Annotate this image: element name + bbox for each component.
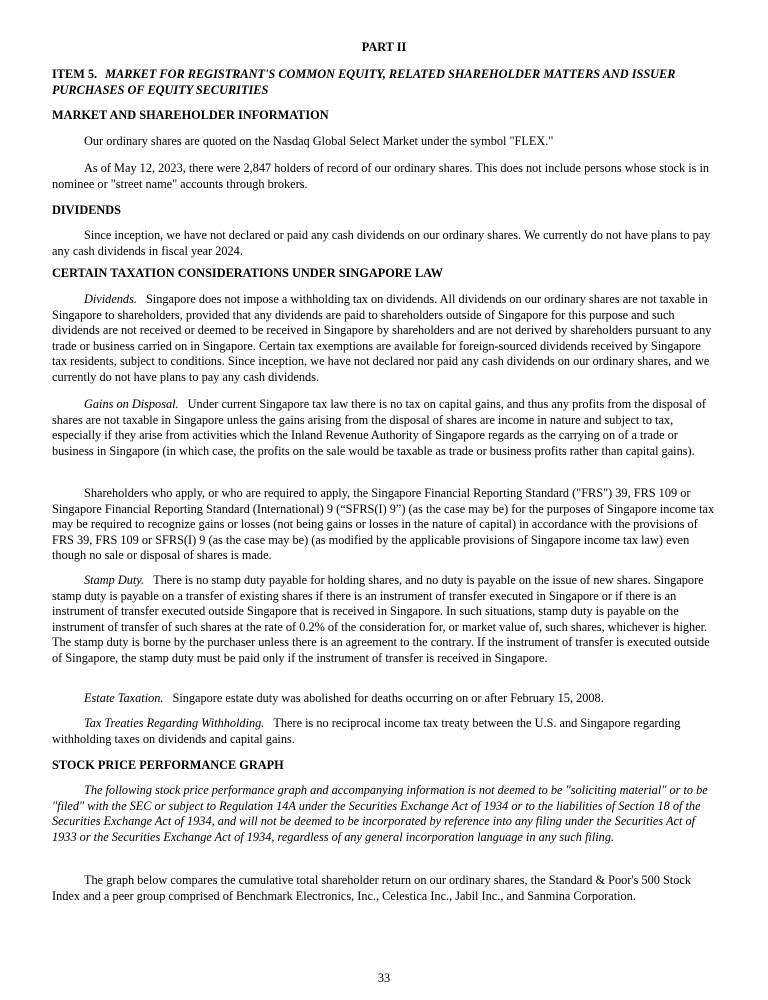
tax-estate-text: Singapore estate duty was abolished for deaths occurring on or after February 15, 2008. <box>172 691 604 705</box>
performance-paragraph: The graph below compares the cumulative total shareholder return on our ordinary shares, the Standard & Poor's 500 Stock Index and a peer group comprised of Benchmark Electronics, Inc., Celestica Inc., Jabil Inc., and Sanmina Corporation. <box>52 873 691 903</box>
market-paragraph-2: As of May 12, 2023, there were 2,847 holders of record of our ordinary shares. This does not include persons whose stock is in nominee or "street name" accounts through brokers. <box>52 161 710 191</box>
tax-dividends-text: Singapore does not impose a withholding tax on dividends. All dividends on our ordinary shares are not taxable in Singapore to shareholders, provided that any dividends are paid to shareholders outside of Singapore for this purpose and such dividends are not received or deemed to be received in Singapore by shareholders and are not derived by shareholders pursuant to any trade or business carried on in Singapore. Certain tax exemptions are available for foreign-sourced dividends received by Singapore tax residents, subject to conditions. Since inception, we have not declared nor paid any cash dividends on our ordinary shares, and we currently do not have plans to pay any cash dividends. <box>52 292 712 384</box>
tax-estate-lead: Estate Taxation. <box>84 691 164 705</box>
part-heading: PART II <box>361 40 407 54</box>
section-heading-taxation: CERTAIN TAXATION CONSIDERATIONS UNDER SINGAPORE LAW <box>52 266 443 280</box>
tax-treaty-lead: Tax Treaties Regarding Withholding. <box>84 716 265 730</box>
item-heading <box>52 67 716 98</box>
tax-gains-lead: Gains on Disposal. <box>84 397 179 411</box>
tax-frs-paragraph: Shareholders who apply, or who are required to apply, the Singapore Financial Reporting Standard ("FRS") 39, FRS 109 or Singapore Financial Reporting Standard (International) 9 (“SFRS(I) 9”) (as the case may be) for the purposes of Singapore income tax may be required to recognize gains or losses (not being gains or losses in the nature of capital) in accordance with the provisions of FRS 39, FRS 109 or SFRS(I) 9 (as the case may be) (as modified by the applicable provisions of Singapore income tax law) even though no sale or disposal of shares is made. <box>52 486 715 563</box>
performance-disclaimer: The following stock price performance graph and accompanying information is not deemed to be "soliciting material" or to be "filed" with the SEC or subject to Regulation 14A under the Securities Exchange Act of 1934 or to the liabilities of Section 18 of the Securities Exchange Act of 1934, and will not be deemed to be incorporated by reference into any filing under the Securities Act of 1933 or the Securities Exchange Act of 1934, regardless of any general incorporation language in any such filing. <box>52 783 708 844</box>
tax-dividends-paragraph <box>52 292 716 386</box>
section-heading-market: MARKET AND SHAREHOLDER INFORMATION <box>52 108 329 122</box>
tax-treaty-text: There is no reciprocal income tax treaty between the U.S. and Singapore regarding withholding taxes on dividends and capital gains. <box>52 716 681 746</box>
item-title: MARKET FOR REGISTRANT'S COMMON EQUITY, RELATED SHAREHOLDER MATTERS AND ISSUER PURCHASES OF EQUITY SECURITIES <box>52 67 676 97</box>
tax-gains-paragraph <box>52 397 716 459</box>
tax-stamp-paragraph <box>52 573 716 667</box>
section-heading-performance: STOCK PRICE PERFORMANCE GRAPH <box>52 758 284 772</box>
tax-treaty-paragraph <box>52 716 716 747</box>
dividends-paragraph: Since inception, we have not declared or paid any cash dividends on our ordinary shares. We currently do not have plans to pay any cash dividends in fiscal year 2024. <box>52 228 711 258</box>
tax-estate-paragraph <box>52 691 716 707</box>
tax-stamp-lead: Stamp Duty. <box>84 573 145 587</box>
tax-stamp-text: There is no stamp duty payable for holding shares, and no duty is payable on the issue of new shares. Singapore stamp duty is payable on a transfer of existing shares if there is an instrument of transfer executed in Singapore or if there is an instrument of transfer executed outside Singapore that is received in Singapore. In such situations, stamp duty is payable on the instrument of transfer of such shares at the rate of 0.2% of the consideration for, or market value of, such shares, whichever is higher. The stamp duty is borne by the purchaser unless there is an agreement to the contrary. If the instrument of transfer is executed outside of Singapore, the stamp duty must be paid only if the instrument of transfer is received in Singapore. <box>52 573 710 665</box>
tax-gains-text: Under current Singapore tax law there is no tax on capital gains, and thus any profits from the disposal of shares are not taxable in Singapore unless the gains arising from the disposal of shares are income in nature and subject to tax, especially if they arise from activities which the Inland Revenue Authority of Singapore regards as the carrying on of a trade or business in Singapore (in which case, the profits on the sale would be taxable as trade or business profits rather than capital gains). <box>52 397 707 458</box>
market-paragraph-1: Our ordinary shares are quoted on the Nasdaq Global Select Market under the symbol "FLEX." <box>84 134 554 148</box>
item-number: ITEM 5. <box>52 67 98 81</box>
section-heading-dividends: DIVIDENDS <box>52 203 122 217</box>
page-number: 33 <box>377 971 391 985</box>
tax-dividends-lead: Dividends. <box>84 292 137 306</box>
